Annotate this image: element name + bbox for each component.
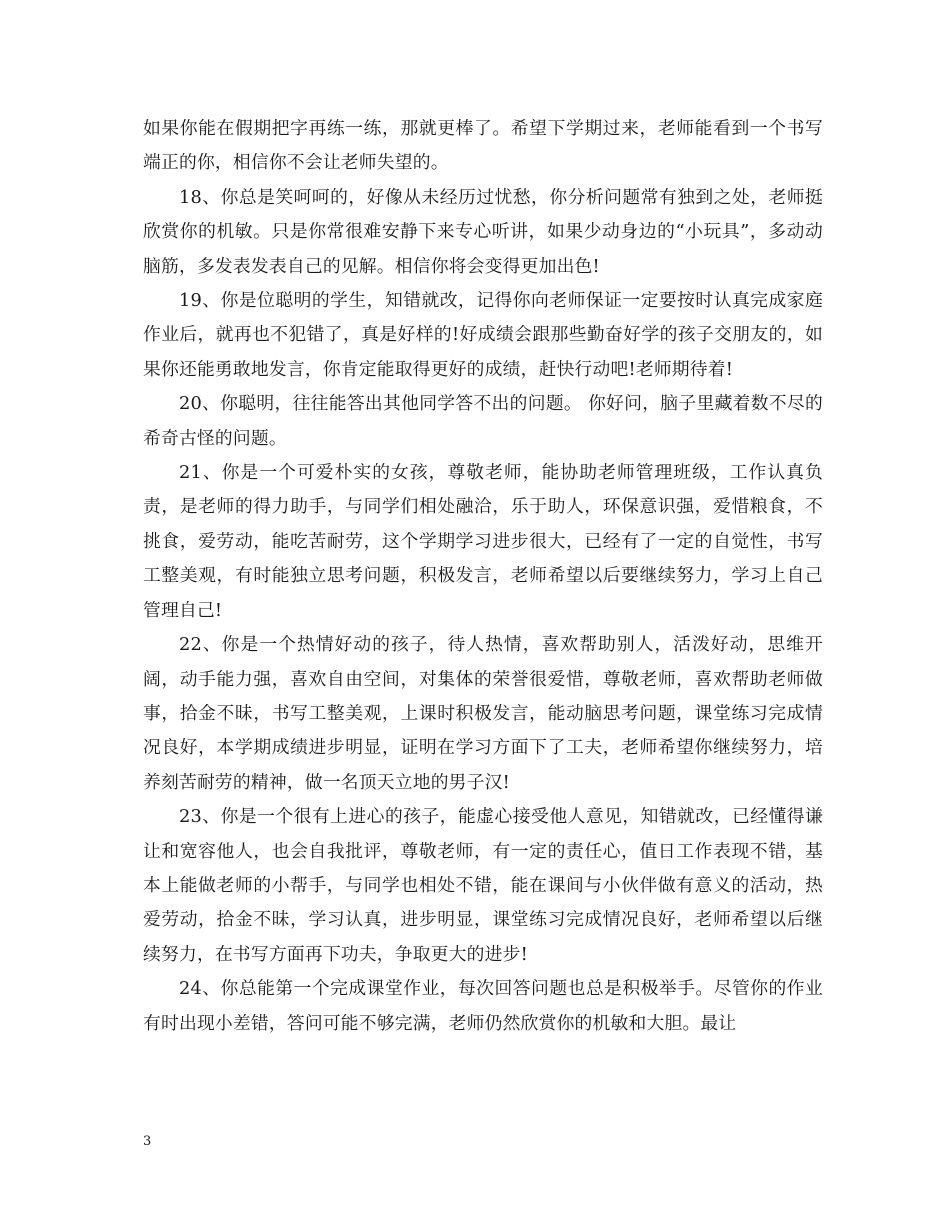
paragraph-item-19: 19、你是位聪明的学生，知错就改，记得你向老师保证一定要按时认真完成家庭作业后，就再也不犯错了，真是好样的!好成绩会跟那些勤奋好学的孩子交朋友的，如果你还能勇敢地发言，你肯定能取得更好的成绩，赶快行动吧!老师期待着! bbox=[143, 290, 823, 380]
document-body bbox=[143, 112, 823, 1041]
paragraph-continuation: 如果你能在假期把字再练一练，那就更棒了。希望下学期过来，老师能看到一个书写端正的你，相信你不会让老师失望的。 bbox=[143, 118, 823, 174]
paragraph-item-18: 18、你总是笑呵呵的，好像从未经历过忧愁，你分析问题常有独到之处，老师挺欣赏你的机敏。只是你常很难安静下来专心听讲，如果少动身边的“小玩具”，多动动脑筋，多发表发表自己的见解。相信你将会变得更加出色! bbox=[143, 186, 823, 277]
paragraph-item-24: 24、你总能第一个完成课堂作业，每次回答问题也总是积极举手。尽管你的作业有时出现小差错，答问可能不够完满，老师仍然欣赏你的机敏和大胆。最让 bbox=[143, 978, 823, 1034]
paragraph-item-20: 20、你聪明，往往能答出其他同学答不出的问题。 你好问，脑子里藏着数不尽的希奇古怪的问题。 bbox=[143, 393, 823, 449]
paragraph-item-21: 21、你是一个可爱朴实的女孩，尊敬老师，能协助老师管理班级，工作认真负责，是老师的得力助手，与同学们相处融洽，乐于助人，环保意识强，爱惜粮食，不挑食，爱劳动，能吃苦耐劳，这个学期学习进步很大，已经有了一定的自觉性，书写工整美观，有时能独立思考问题，积极发言，老师希望以后要继续努力，学习上自己管理自己! bbox=[143, 462, 823, 621]
paragraph-item-22: 22、你是一个热情好动的孩子，待人热情，喜欢帮助别人，活泼好动，思维开阔，动手能力强，喜欢自由空间，对集体的荣誉很爱惜，尊敬老师，喜欢帮助老师做事，拾金不昧，书写工整美观，上课时积极发言，能动脑思考问题，课堂练习完成情况良好，本学期成绩进步明显，证明在学习方面下了工夫，老师希望你继续努力，培养刻苦耐劳的精神，做一名顶天立地的男子汉! bbox=[143, 634, 823, 793]
paragraph-item-23: 23、你是一个很有上进心的孩子，能虚心接受他人意见，知错就改，已经懂得谦让和宽容他人，也会自我批评，尊敬老师，有一定的责任心，值日工作表现不错，基本上能做老师的小帮手，与同学也相处不错，能在课间与小伙伴做有意义的活动，热爱劳动，拾金不昧，学习认真，进步明显，课堂练习完成情况良好，老师希望以后继续努力，在书写方面再下功夫，争取更大的进步! bbox=[143, 806, 823, 965]
page-number: 3 bbox=[143, 1134, 152, 1149]
